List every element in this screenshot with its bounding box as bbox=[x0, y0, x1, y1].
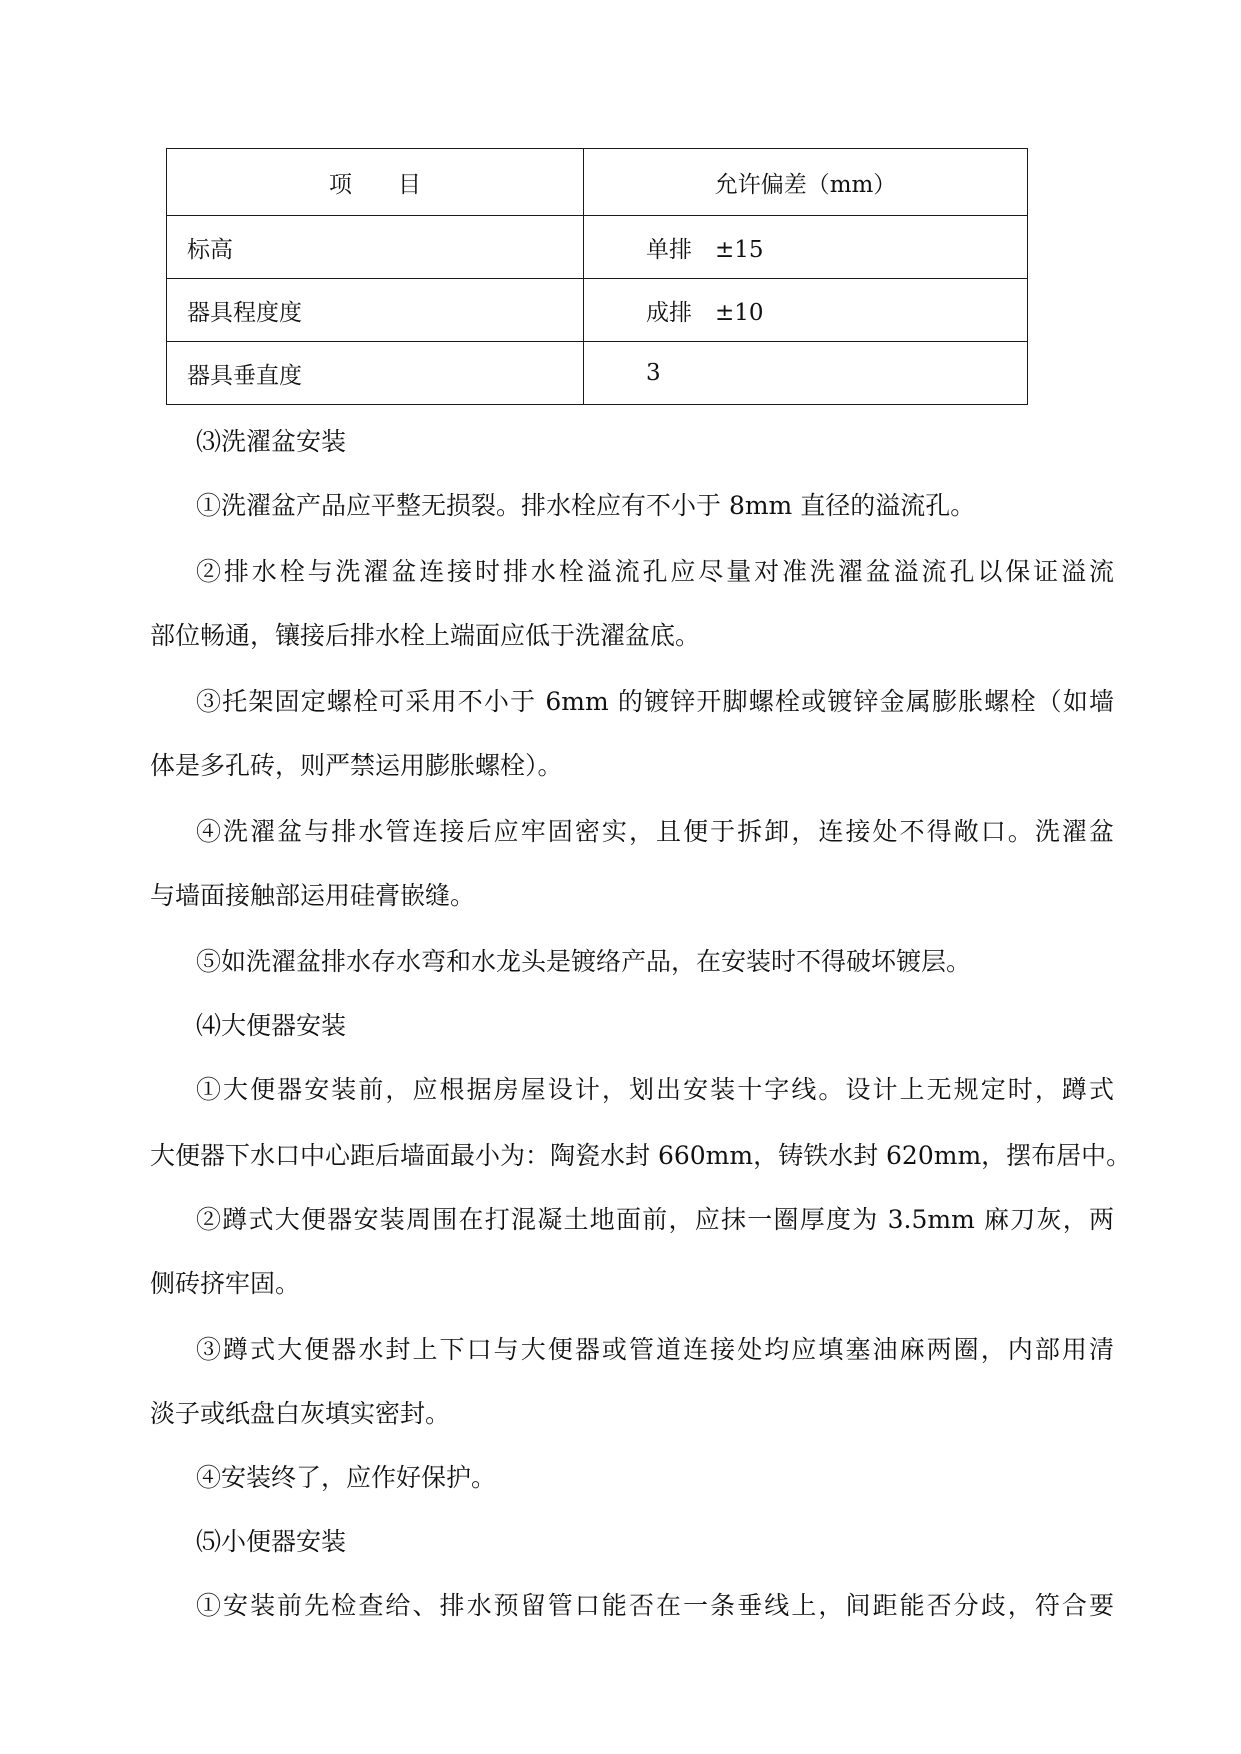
table-row bbox=[167, 279, 1028, 342]
table-cell-value: 3 bbox=[584, 342, 1028, 405]
text-line: ④洗濯盆与排水管连接后应牢固密实，且便于拆卸，连接处不得敞口。洗濯盆 bbox=[196, 817, 1114, 846]
text-line: ④安装终了，应作好保护。 bbox=[196, 1463, 497, 1492]
table-cell-item: 器具程度度 bbox=[167, 279, 584, 342]
text-line: 侧砖挤牢固。 bbox=[150, 1269, 301, 1298]
text-line: 体是多孔砖，则严禁运用膨胀螺栓）。 bbox=[150, 751, 563, 780]
table-row bbox=[167, 216, 1028, 279]
text-line: 与墙面接触部运用硅膏嵌缝。 bbox=[150, 881, 476, 910]
text-line: ③托架固定螺栓可采用不小于 6mm 的镀锌开脚螺栓或镀锌金属膨胀螺栓（如墙 bbox=[196, 687, 1114, 716]
text-line: ①洗濯盆产品应平整无损裂。排水栓应有不小于 8mm 直径的溢流孔。 bbox=[196, 491, 976, 520]
section-heading: ⑷大便器安装 bbox=[196, 1011, 347, 1040]
text-line: ②排水栓与洗濯盆连接时排水栓溢流孔应尽量对准洗濯盆溢流孔以保证溢流 bbox=[196, 557, 1114, 586]
text-line: 淡子或纸盘白灰填实密封。 bbox=[150, 1399, 451, 1428]
section-heading: ⑸小便器安装 bbox=[196, 1527, 347, 1556]
text-line: ①大便器安装前，应根据房屋设计，划出安装十字线。设计上无规定时，蹲式 bbox=[196, 1075, 1114, 1104]
table-cell-item: 器具垂直度 bbox=[167, 342, 584, 405]
table-cell-value: 成排 ±10 bbox=[584, 279, 1028, 342]
text-line: ⑤如洗濯盆排水存水弯和水龙头是镀络产品，在安装时不得破坏镀层。 bbox=[196, 947, 972, 976]
text-line: ③蹲式大便器水封上下口与大便器或管道连接处均应填塞油麻两圈，内部用清 bbox=[196, 1335, 1114, 1364]
text-line: ②蹲式大便器安装周围在打混凝土地面前，应抹一圈厚度为 3.5mm 麻刀灰，两 bbox=[196, 1205, 1114, 1234]
section-heading: ⑶洗濯盆安装 bbox=[196, 427, 347, 456]
text-line: 部位畅通，镶接后排水栓上端面应低于洗濯盆底。 bbox=[150, 621, 701, 650]
table-header-tolerance: 允许偏差（mm） bbox=[584, 149, 1028, 216]
table-header-item: 项 目 bbox=[167, 149, 584, 216]
text-line: 大便器下水口中心距后墙面最小为：陶瓷水封 660mm，铸铁水封 620mm，摆布居中。 bbox=[150, 1141, 1132, 1170]
text-line: ①安装前先检查给、排水预留管口能否在一条垂线上，间距能否分歧，符合要 bbox=[196, 1591, 1114, 1620]
table-header-row bbox=[167, 149, 1028, 216]
table-cell-item: 标高 bbox=[167, 216, 584, 279]
tolerance-table bbox=[166, 148, 1028, 405]
table-row bbox=[167, 342, 1028, 405]
table-cell-value: 单排 ±15 bbox=[584, 216, 1028, 279]
